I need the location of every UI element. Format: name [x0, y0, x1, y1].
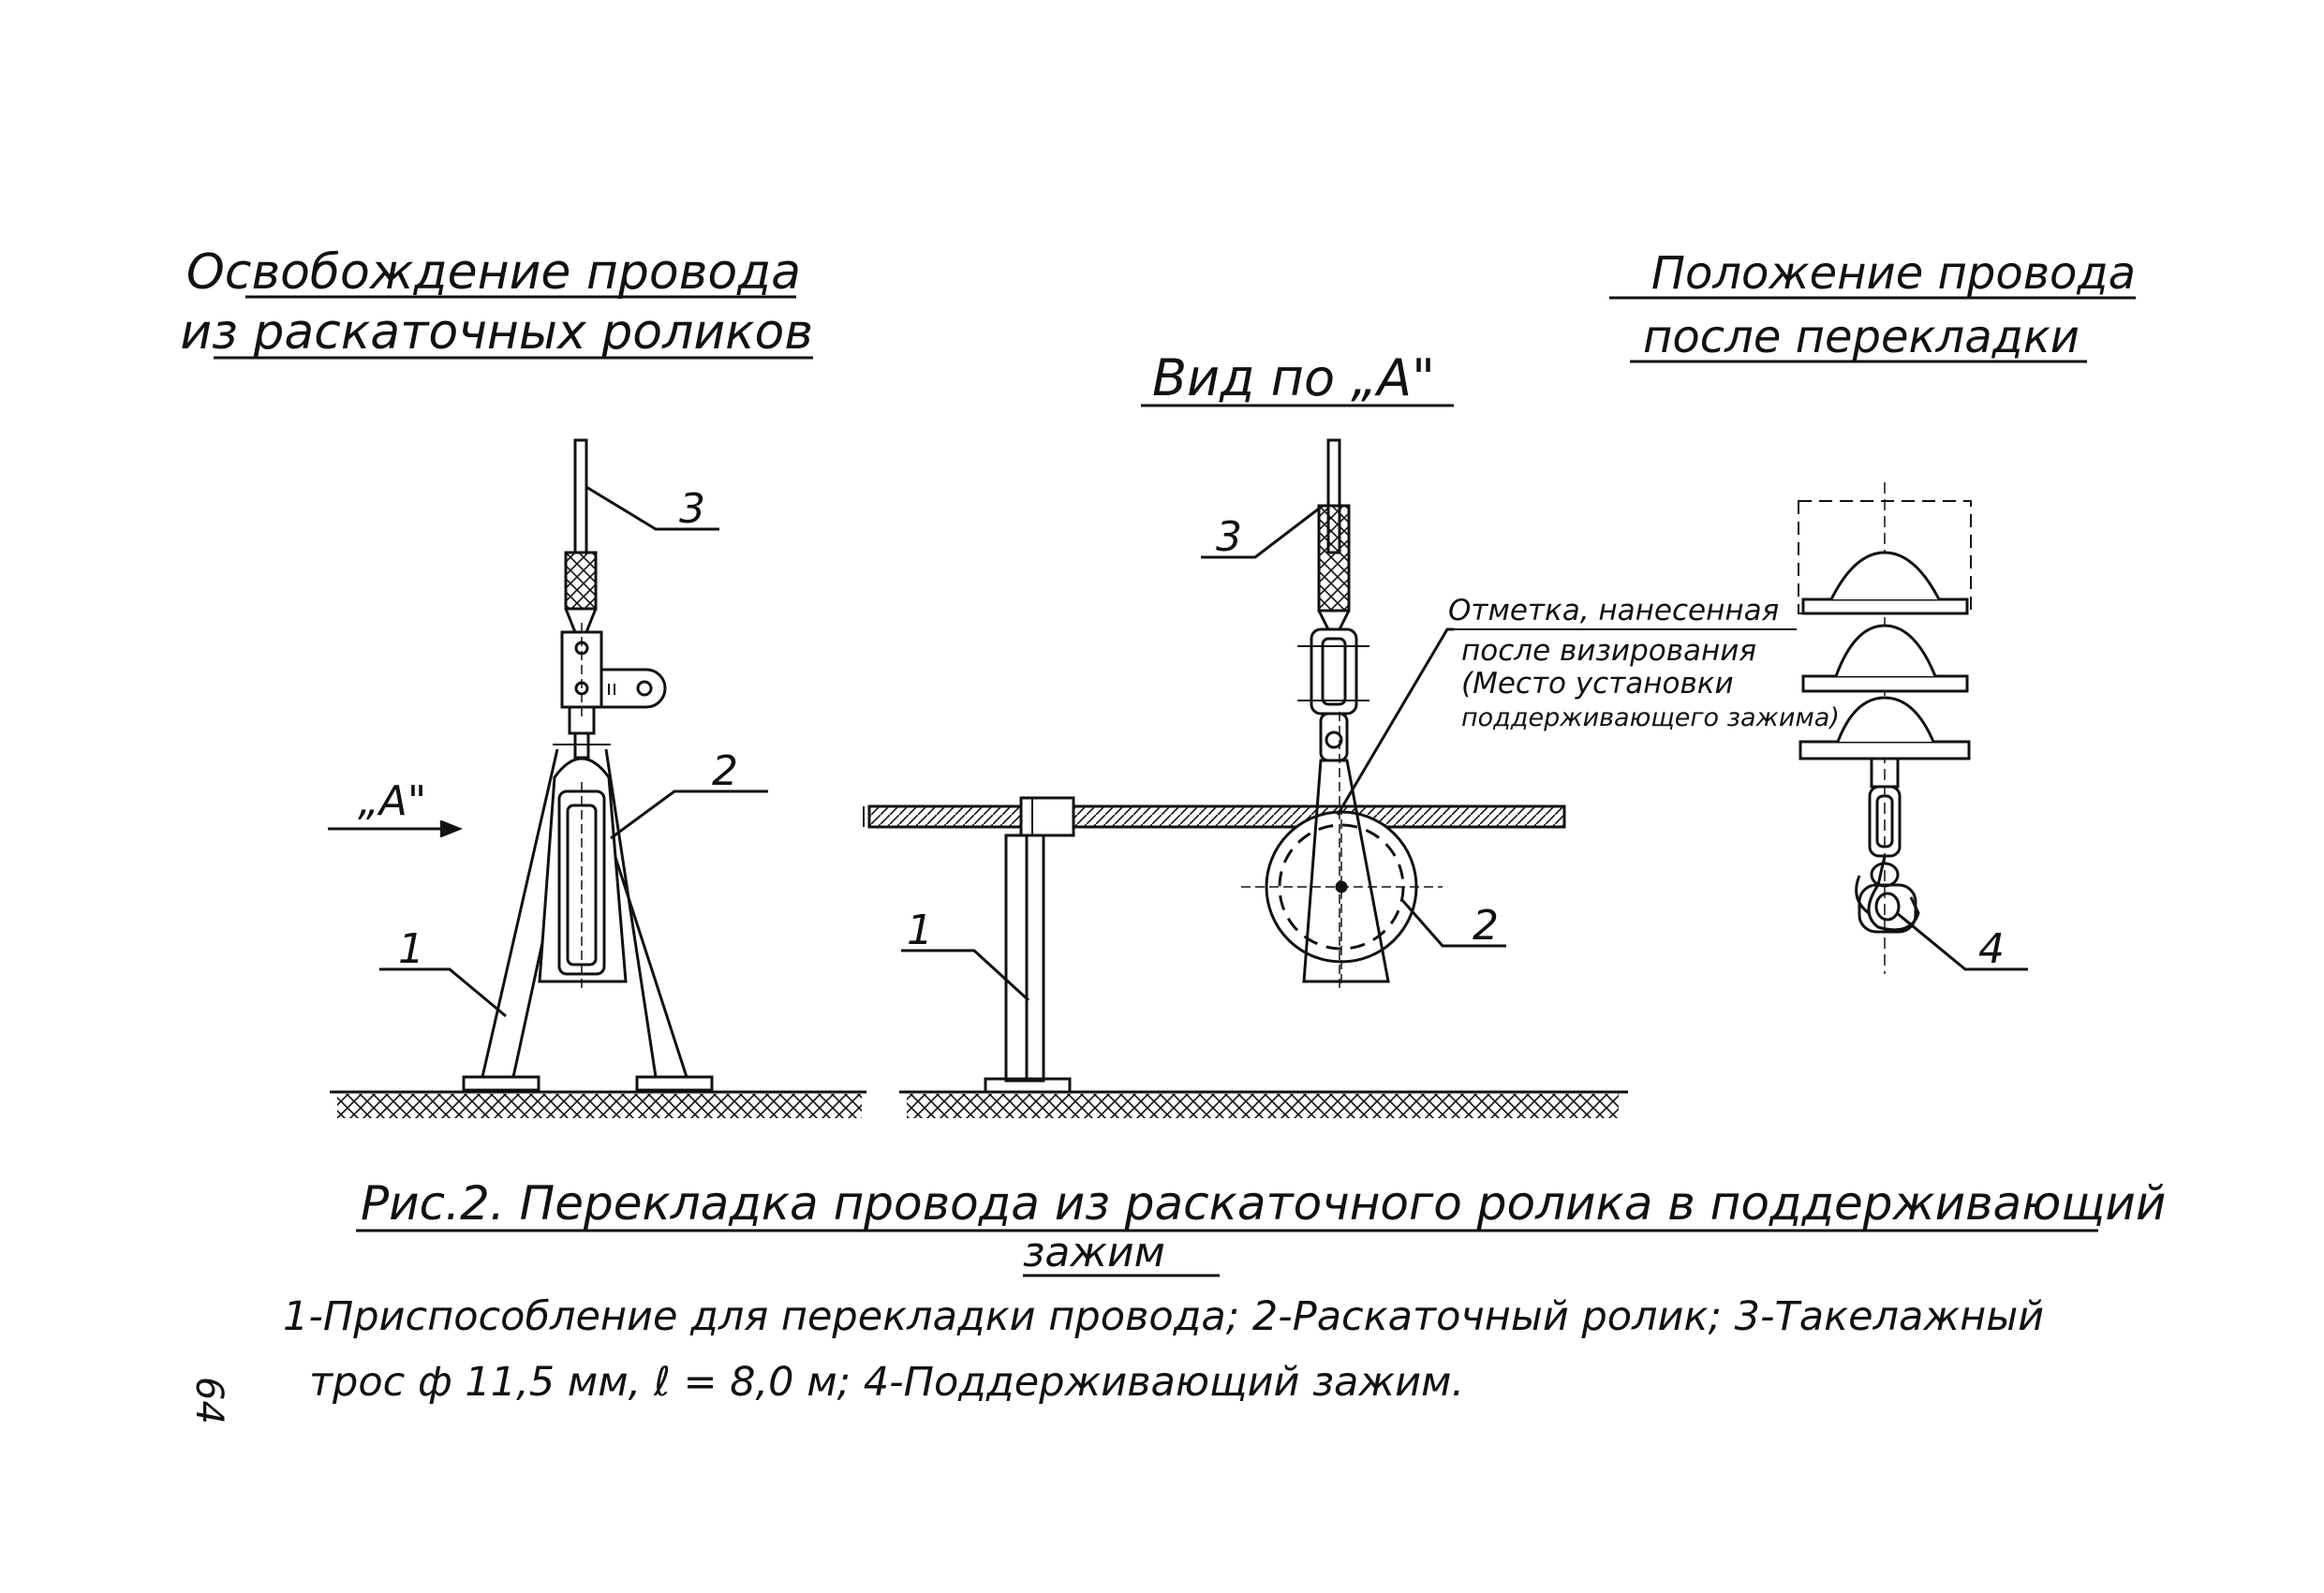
rope-splice — [566, 553, 596, 609]
heading-left — [180, 244, 813, 361]
mark-note-line3: (Место установки — [1461, 667, 1734, 701]
callout-left-2: 2 — [712, 747, 738, 795]
heading-center — [1141, 348, 1454, 407]
mark-note-line4: поддерживающего зажима) — [1461, 703, 1840, 732]
rigging-rope — [575, 440, 586, 553]
heading-left-line1: Освобождение провода — [185, 244, 801, 301]
mark-note-line2: после визирования — [1461, 634, 1757, 668]
view-a-label: Вид по „А" — [1152, 348, 1435, 407]
mark-note-line1: Отметка, нанесенная — [1448, 594, 1780, 627]
rope-splice-view-a — [1319, 506, 1349, 611]
caption-legend-line2: трос ф 11,5 мм, ℓ = 8,0 м; 4-Поддерживающий зажим. — [309, 1359, 1465, 1406]
figure-caption — [283, 1176, 2166, 1406]
caption-title-line1: Рис.2. Перекладка провода из раскаточного ролика в поддерживающий — [361, 1176, 2167, 1231]
caption-title-line2: зажим — [1023, 1229, 1165, 1276]
figure-view-a — [864, 440, 1628, 1118]
callout-left-1: 1 — [398, 925, 424, 973]
heading-left-line2: из раскаточных роликов — [180, 304, 813, 361]
conductor-wire — [869, 806, 1564, 827]
heading-right-line1: Положение провода — [1650, 247, 2136, 300]
callout-right-4: 4 — [1978, 925, 2005, 973]
heading-right-line2: после перекладки — [1643, 311, 2080, 363]
callout-mid-1: 1 — [907, 907, 933, 954]
heading-right — [1609, 247, 2136, 363]
mark-note — [1448, 594, 1840, 732]
arrow-a-label: „А" — [358, 777, 427, 825]
callout-left-3: 3 — [679, 485, 705, 533]
callout-mid-2: 2 — [1473, 902, 1499, 950]
caption-legend-line1: 1-Приспособление для перекладки провода; 2-Раскаточный ролик; 3-Такелажный — [283, 1293, 2045, 1340]
page-number: 64 — [187, 1377, 230, 1424]
callout-mid-3: 3 — [1216, 513, 1242, 561]
